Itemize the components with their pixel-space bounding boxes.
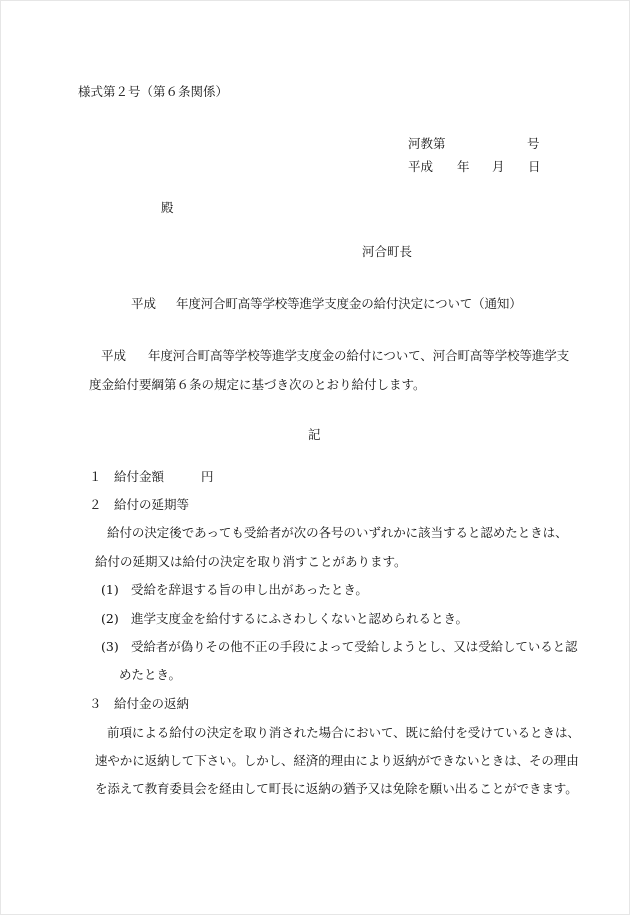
item-text: 進学支度金を給付するにふさわしくないと認められるとき。: [131, 611, 469, 626]
intro-era: 平成: [101, 348, 127, 363]
section1-unit: 円: [201, 469, 214, 484]
date-day: 日: [528, 159, 541, 174]
item-text: 受給者が偽りその他不正の手段によって受給しようとし、又は受給していると認: [131, 639, 578, 654]
intro-line1: 年度河合町高等学校等進学支度金の給付について、河合町高等学校等進学支: [148, 348, 570, 363]
item-number: (1): [101, 582, 119, 597]
item-number: (3): [101, 639, 119, 654]
ref-number-prefix: 河教第: [408, 136, 446, 151]
item-text: 受給を辞退する旨の申し出があったとき。: [131, 582, 368, 597]
section2-para-line2: 給付の延期又は給付の決定を取り消すことがあります。: [95, 554, 407, 569]
date-month: 月: [492, 159, 505, 174]
ki-heading: 記: [308, 427, 321, 442]
section2-para-line1: 給付の決定後であっても受給者が次の各号のいずれかに該当すると認めたときは、: [107, 525, 568, 540]
section3-para-line2: 速やかに返納して下さい。しかし、経済的理由により返納ができないときは、その理由: [95, 753, 579, 768]
date-era: 平成: [408, 159, 434, 174]
item-text-continued: めたとき。: [119, 667, 182, 682]
section3-para-line3: を添えて教育委員会を経由して町長に返納の猶予又は免除を願い出ることができます。: [95, 781, 578, 796]
section2-heading: ２ 給付の延期等: [89, 497, 190, 512]
section1-label: １ 給付金額: [89, 469, 165, 484]
ref-number-suffix: 号: [527, 136, 540, 151]
sender: 河合町長: [362, 244, 413, 259]
intro-line2: 度金給付要綱第６条の規定に基づき次のとおり給付します。: [89, 377, 426, 392]
item-number: (2): [101, 611, 119, 626]
section3-para-line1: 前項による給付の決定を取り消された場合において、既に給付を受けているときは、: [107, 725, 580, 740]
form-label: 様式第２号（第６条関係）: [78, 84, 229, 99]
title-text: 年度河合町高等学校等進学支度金の給付決定について（通知）: [176, 296, 522, 311]
addressee-suffix: 殿: [161, 200, 174, 215]
date-year: 年: [457, 159, 470, 174]
title-era: 平成: [131, 296, 157, 311]
section3-heading: ３ 給付金の返納: [89, 696, 190, 711]
